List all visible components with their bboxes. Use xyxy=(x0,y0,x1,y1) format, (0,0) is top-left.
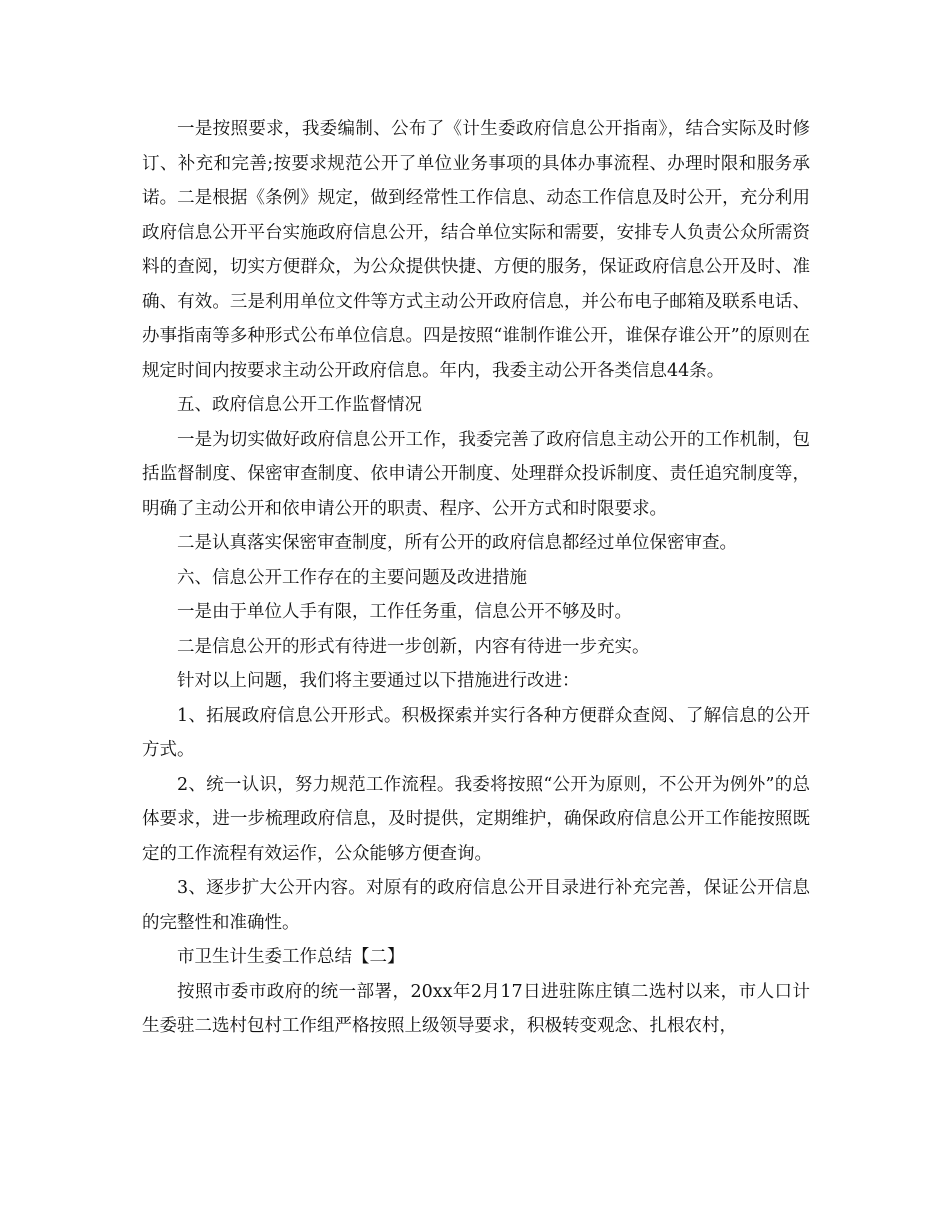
section-heading-problems: 六、信息公开工作存在的主要问题及改进措施 xyxy=(177,567,527,588)
paragraph-improvement-2: 2、统一认识，努力规范工作流程。我委将按照“公开为原则，不公开为例外”的总体要求，进一步梳理政府信息，及时提供，定期维护，确保政府信息公开工作能按照既定的工作流程有效运作，公众能够方便查询。 xyxy=(142,774,810,864)
section-heading-summary-two: 市卫生计生委工作总结【二】 xyxy=(177,947,405,967)
paragraph-problem-2: 二是信息公开的形式有待进一步创新，内容有待进一步充实。 xyxy=(177,636,650,657)
paragraph-confidentiality-review: 二是认真落实保密审查制度，所有公开的政府信息都经过单位保密审查。 xyxy=(177,533,737,553)
paragraph-supervision-mechanism: 一是为切实做好政府信息公开工作，我委完善了政府信息主动公开的工作机制，包括监督制度、保密审查制度、依申请公开制度、处理群众投诉制度、责任追究制度等，明确了主动公开和依申请公开的职责、程序、公开方式和时限要求。 xyxy=(142,429,810,519)
section-heading-supervision: 五、政府信息公开工作监督情况 xyxy=(177,395,422,415)
paragraph-improvement-3: 3、逐步扩大公开内容。对原有的政府信息公开目录进行补充完善，保证公开信息的完整性和准确性。 xyxy=(142,878,810,933)
paragraph-problem-1: 一是由于单位人手有限，工作任务重，信息公开不够及时。 xyxy=(177,602,632,622)
document-body xyxy=(142,112,810,1044)
paragraph-improvement-intro: 针对以上问题，我们将主要通过以下措施进行改进： xyxy=(177,671,580,691)
paragraph-disclosure-measures: 一是按照要求，我委编制、公布了《计生委政府信息公开指南》，结合实际及时修订、补充和完善;按要求规范公开了单位业务事项的具体办事流程、办理时限和服务承诺。二是根据《条例》规定，做到经常性工作信息、动态工作信息及时公开，充分利用政府信息公开平台实施政府信息公开，结合单位实际和需要，安排专人负责公众所需资料的查阅，切实方便群众，为公众提供快捷、方便的服务，保证政府信息公开及时、准确、有效。三是利用单位文件等方式主动公开政府信息，并公布电子邮箱及联系电话、办事指南等多种形式公布单位信息。四是按照“谁制作谁公开，谁保存谁公开”的原则在规定时间内按要求主动公开政府信息。年内，我委主动公开各类信息44条。 xyxy=(142,119,810,381)
paragraph-improvement-1: 1、拓展政府信息公开形式。积极探索并实行各种方便群众查阅、了解信息的公开方式。 xyxy=(142,705,810,760)
paragraph-village-work: 按照市委市政府的统一部署，20xx年2月17日进驻陈庄镇二选村以来，市人口计生委驻二选村包村工作组严格按照上级领导要求，积极转变观念、扎根农村， xyxy=(142,981,810,1036)
